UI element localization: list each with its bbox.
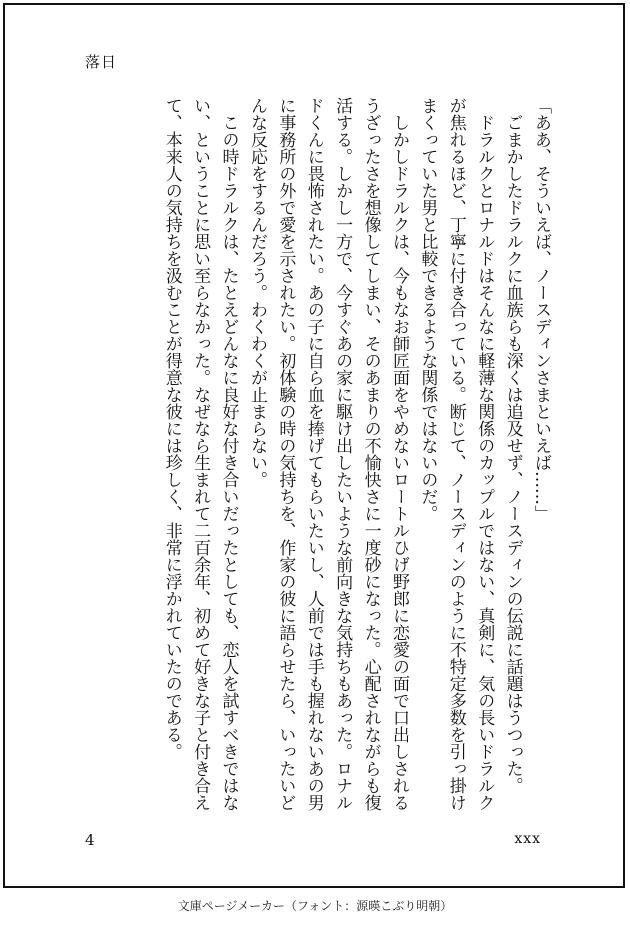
paragraph: ごまかしたドラルクに血族らも深くは追及せず、ノースディンの伝説に話題はうつった。 bbox=[502, 97, 523, 794]
running-footer: xxx bbox=[514, 831, 541, 847]
page-number: 4 bbox=[85, 831, 95, 849]
body-text bbox=[77, 97, 555, 817]
paragraph: 「ああ、そういえば、ノースディンさまといえば……」 bbox=[531, 97, 551, 522]
page-frame bbox=[3, 3, 625, 888]
paragraph: ドラルクとロナルドはそんなに軽薄な関係のカップルではない、真剣に、気の長いドラルクが焦れるほど、丁寧に付き合っている。断じて、ノースディンのように不特定多数を引っ掛けまくっていた男と比較できるような関係ではないのだ。 bbox=[417, 97, 495, 811]
generator-credit: 文庫ページメーカー（フォント：源暎こぶり明朝） bbox=[177, 899, 453, 913]
chapter-title: 落日 bbox=[85, 53, 118, 71]
paragraph: しかしドラルクは、今もなお師匠面をやめないロートルひげ野郎に恋愛の面で口出しされるうざったさを想像してしまい、そのあまりの不愉快さに一度砂になった。心配されながらも復活する。しかし一方で、今すぐあの家に駆け出したいような前向きな気持ちもあった。ロナルドくんに畏怖されたい。あの子に自ら血を捧げてもらいたいし、人前では手も握れないあの男に事務所の外で愛を示されたい。初体験の時の気持ちを、作家の彼に語らせたら、いったいどんな反応をするんだろう。わくわくが止まらない。 bbox=[246, 97, 409, 811]
paragraph: この時ドラルクは、たとえどんなに良好な付き合いだったとしても、恋人を試すべきではない、ということに思い至らなかった。なぜなら生まれて二百余年、初めて好きな子と付き合えて、本来人の気持ちを汲むことが得意な彼には珍しく、非常に浮かれていたのである。 bbox=[161, 97, 239, 811]
